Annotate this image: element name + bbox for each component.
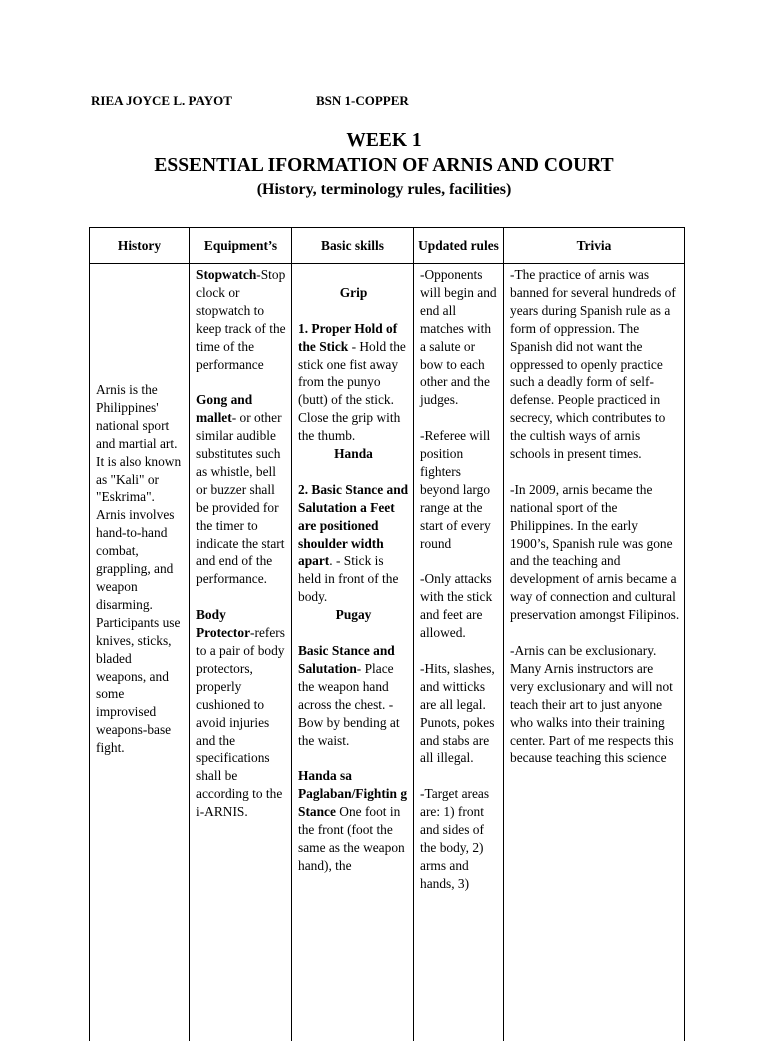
history-cell (90, 264, 190, 1041)
equipment-description: - or other similar audible substitutes such as whistle, bell or buzzer shall be provided for the timer to indicate the start and end of the performance. (196, 410, 285, 586)
week-heading: WEEK 1 (0, 130, 768, 152)
history-text: Arnis is the Philippines' national sport and martial art. It is also known as "Kali" or "Eskrima". Arnis involves hand-to-hand combat, grappling, and weapon disarming. Participants use knives, sticks, bladed weapons, and some improvised weapons-base fight. (96, 381, 185, 757)
skill-term: Basic Stance and Salutation (298, 643, 395, 676)
skill-description: - Place the weapon hand across the chest. - Bow by bending at the waist. (298, 661, 400, 748)
student-section: BSN 1-COPPER (316, 93, 409, 109)
skill-item (298, 767, 409, 874)
equipment-cell (190, 264, 292, 1041)
equipment-item (196, 266, 287, 373)
skill-description: - Hold the stick one fist away from the punyo (butt) of the stick. Close the grip with the thumb. (298, 339, 406, 444)
table-header-row (90, 228, 685, 264)
table-row (90, 264, 685, 1041)
skill-heading-handa: Handa (298, 445, 409, 463)
basic-skills-cell (292, 264, 414, 1041)
column-header-trivia: Trivia (504, 228, 685, 264)
rule-item: -Referee will position fighters beyond largo range at the start of every round (420, 427, 499, 552)
document-subtitle: (History, terminology rules, facilities) (0, 181, 768, 199)
equipment-description: -Stop clock or stopwatch to keep track of the time of the performance (196, 267, 286, 372)
skill-term: 1. Proper Hold of the Stick (298, 321, 397, 354)
arnis-info-table (89, 227, 685, 1041)
skill-heading-pugay: Pugay (298, 606, 409, 624)
document-title: ESSENTIAL IFORMATION OF ARNIS AND COURT (0, 155, 768, 177)
updated-rules-cell (414, 264, 504, 1041)
equipment-term: Gong and mallet (196, 392, 252, 425)
equipment-term: Body Protector (196, 607, 250, 640)
trivia-cell (504, 264, 685, 1041)
student-name: RIEA JOYCE L. PAYOT (91, 93, 232, 109)
trivia-item: -The practice of arnis was banned for several hundreds of years during Spanish rule as a form of oppression. The Spanish did not want the oppressed to openly practice such a deadly form of self-defense. People practiced in secrecy, which contributes to the cultish ways of arnis schools in present times. (510, 266, 680, 463)
skill-description: . - Stick is held in front of the body. (298, 553, 398, 604)
skill-description: One foot in the front (foot the same as the weapon hand), the (298, 804, 405, 873)
skill-item (298, 642, 409, 749)
skill-item (298, 320, 409, 445)
column-header-basic-skills: Basic skills (292, 228, 414, 264)
skill-heading-grip: Grip (298, 284, 409, 302)
rule-item: -Hits, slashes, and witticks are all legal. Punots, pokes and stabs are all illegal. (420, 660, 499, 767)
trivia-item: -Arnis can be exclusionary. Many Arnis instructors are very exclusionary and will not teach their art to just anyone who walks into their training center. Part of me respects this because teaching this science (510, 642, 680, 767)
rule-item: -Opponents will begin and end all matches with a salute or bow to each other and the judges. (420, 266, 499, 409)
rule-item: -Target areas are: 1) front and sides of the body, 2) arms and hands, 3) (420, 785, 499, 892)
rule-item: -Only attacks with the stick and feet are allowed. (420, 570, 499, 642)
skill-term: 2. Basic Stance and Salutation a Feet are positioned shoulder width apart (298, 482, 408, 569)
equipment-item (196, 391, 287, 588)
column-header-updated-rules: Updated rules (414, 228, 504, 264)
column-header-history: History (90, 228, 190, 264)
equipment-item (196, 606, 287, 821)
skill-item (298, 481, 409, 606)
trivia-item: -In 2009, arnis became the national sport of the Philippines. In the early 1900’s, Spanish rule was gone and the teaching and development of arnis became a way of connection and cultural preservation amongst Filipinos. (510, 481, 680, 624)
skill-term: Handa sa Paglaban/Fightin g Stance (298, 768, 407, 819)
equipment-description: -refers to a pair of body protectors, properly cushioned to avoid injuries and the specifications shall be according to the i-ARNIS. (196, 625, 285, 819)
column-header-equipment: Equipment’s (190, 228, 292, 264)
equipment-term: Stopwatch (196, 267, 256, 282)
